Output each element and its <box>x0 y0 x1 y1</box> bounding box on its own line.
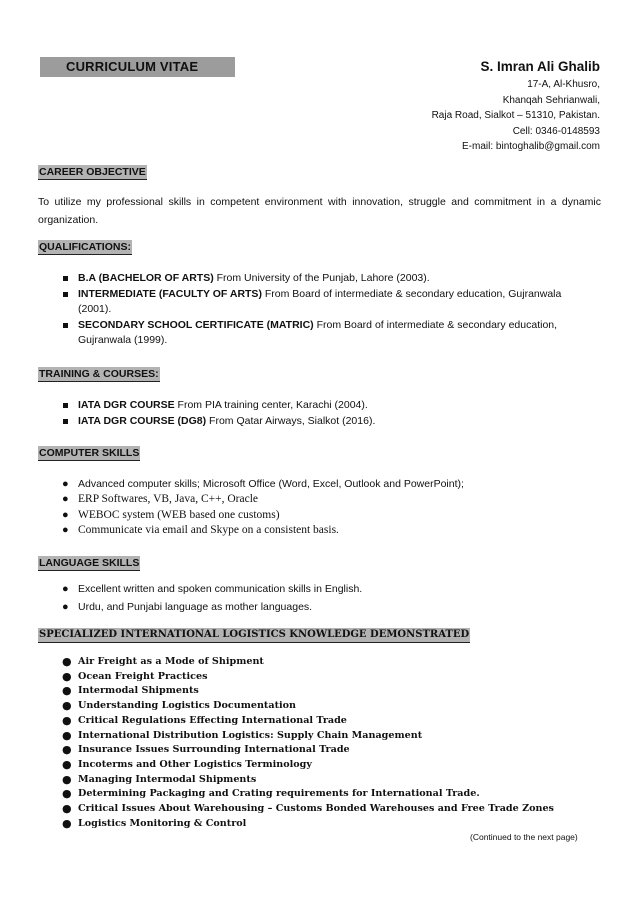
dot-bullet-icon: ● <box>62 655 72 668</box>
email-address: E-mail: bintoghalib@gmail.com <box>462 141 600 152</box>
training-list <box>38 398 578 429</box>
list-item: B.A (BACHELOR OF ARTS) From University of the Punjab, Lahore (2003). <box>38 271 578 287</box>
list-item: ● ERP Softwares, VB, Java, C++, Oracle <box>38 492 598 508</box>
list-item: ● Managing Intermodal Shipments <box>62 772 257 786</box>
dot-bullet-icon: ● <box>62 508 69 521</box>
logistics-list <box>38 655 608 831</box>
list-item: ● Critical Issues About Warehousing – Customs Bonded Warehouses and Free Trade Zones <box>62 802 554 816</box>
list-item: ● Determining Packaging and Crating requirements for International Trade. <box>62 787 480 801</box>
dot-bullet-icon: ● <box>62 772 72 786</box>
dot-bullet-icon: ● <box>62 802 72 816</box>
qualifications-heading: QUALIFICATIONS: <box>39 241 131 253</box>
dot-bullet-icon: ● <box>62 699 72 713</box>
square-bullet-icon <box>63 323 68 328</box>
list-item: ● Communicate via email and Skype on a consistent basis. <box>38 523 598 539</box>
address-line: Khanqah Sehrianwali, <box>502 94 600 106</box>
dot-bullet-icon: ● <box>62 684 72 698</box>
square-bullet-icon <box>63 276 68 281</box>
dot-bullet-icon: ● <box>62 713 72 727</box>
list-item: ● Incoterms and Other Logistics Terminology <box>62 757 312 771</box>
list-item: SECONDARY SCHOOL CERTIFICATE (MATRIC) From Board of intermediate & secondary education, Gujranwala (1999). <box>38 318 578 349</box>
dot-bullet-icon: ● <box>62 601 69 613</box>
dot-bullet-icon: ● <box>62 583 69 595</box>
dot-bullet-icon: ● <box>62 524 69 536</box>
dot-bullet-icon: ● <box>62 669 72 683</box>
language-skills-heading: LANGUAGE SKILLS <box>39 557 140 569</box>
dot-bullet-icon: ● <box>62 493 69 505</box>
computer-skills-list <box>38 477 598 493</box>
document-title: CURRICULUM VITAE <box>40 57 235 77</box>
career-objective-heading: CAREER OBJECTIVE <box>39 166 146 178</box>
list-item: ● Critical Regulations Effecting International Trade <box>62 713 347 727</box>
continued-note: (Continued to the next page) <box>470 832 578 842</box>
dot-bullet-icon: ● <box>62 478 69 490</box>
dot-bullet-icon: ● <box>62 743 72 757</box>
dot-bullet-icon: ● <box>62 787 72 801</box>
list-item: ● Advanced computer skills; Microsoft Office (Word, Excel, Outlook and PowerPoint); <box>38 477 598 493</box>
square-bullet-icon <box>63 292 68 297</box>
square-bullet-icon <box>63 403 68 408</box>
list-item: ● Air Freight as a Mode of Shipment <box>62 655 264 668</box>
list-item: ● Urdu, and Punjabi language as mother languages. <box>38 598 598 616</box>
training-heading: TRAINING & COURSES: <box>39 368 159 380</box>
address-line: 17-A, Al-Khusro, <box>527 79 600 90</box>
list-item: ● WEBOC system (WEB based one customs) <box>38 508 598 524</box>
qualifications-list <box>38 271 578 349</box>
language-skills-list <box>38 580 598 616</box>
square-bullet-icon <box>63 419 68 424</box>
list-item: IATA DGR COURSE From PIA training center, Karachi (2004). <box>38 398 578 414</box>
list-item: INTERMEDIATE (FACULTY OF ARTS) From Board of intermediate & secondary education, Gujranwala (2001). <box>38 287 578 318</box>
cell-number: Cell: 0346-0148593 <box>512 125 600 137</box>
computer-skills-list-serif <box>38 492 598 539</box>
applicant-name: S. Imran Ali Ghalib <box>480 59 600 74</box>
career-objective-text: To utilize my professional skills in competent environment with innovation, struggle and commitment in a dynamic organization. <box>38 196 601 226</box>
computer-skills-heading: COMPUTER SKILLS <box>39 447 140 459</box>
list-item: IATA DGR COURSE (DG8) From Qatar Airways, Sialkot (2016). <box>38 414 578 430</box>
dot-bullet-icon: ● <box>62 757 72 771</box>
logistics-heading: SPECIALIZED INTERNATIONAL LOGISTICS KNOWLEDGE DEMONSTRATED <box>38 628 470 643</box>
list-item: ● Excellent written and spoken communication skills in English. <box>38 580 598 598</box>
address-line: Raja Road, Sialkot – 51310, Pakistan. <box>431 110 600 121</box>
contact-block <box>432 57 600 155</box>
dot-bullet-icon: ● <box>62 728 72 742</box>
list-item: ● International Distribution Logistics: Supply Chain Management <box>62 728 423 742</box>
list-item: ● Understanding Logistics Documentation <box>62 699 297 713</box>
list-item: ● Ocean Freight Practices <box>62 669 208 683</box>
list-item: ● Intermodal Shipments <box>62 684 199 698</box>
list-item: ● Insurance Issues Surrounding International Trade <box>62 743 350 757</box>
list-item: ● Logistics Monitoring & Control <box>62 816 247 830</box>
dot-bullet-icon: ● <box>62 816 72 830</box>
